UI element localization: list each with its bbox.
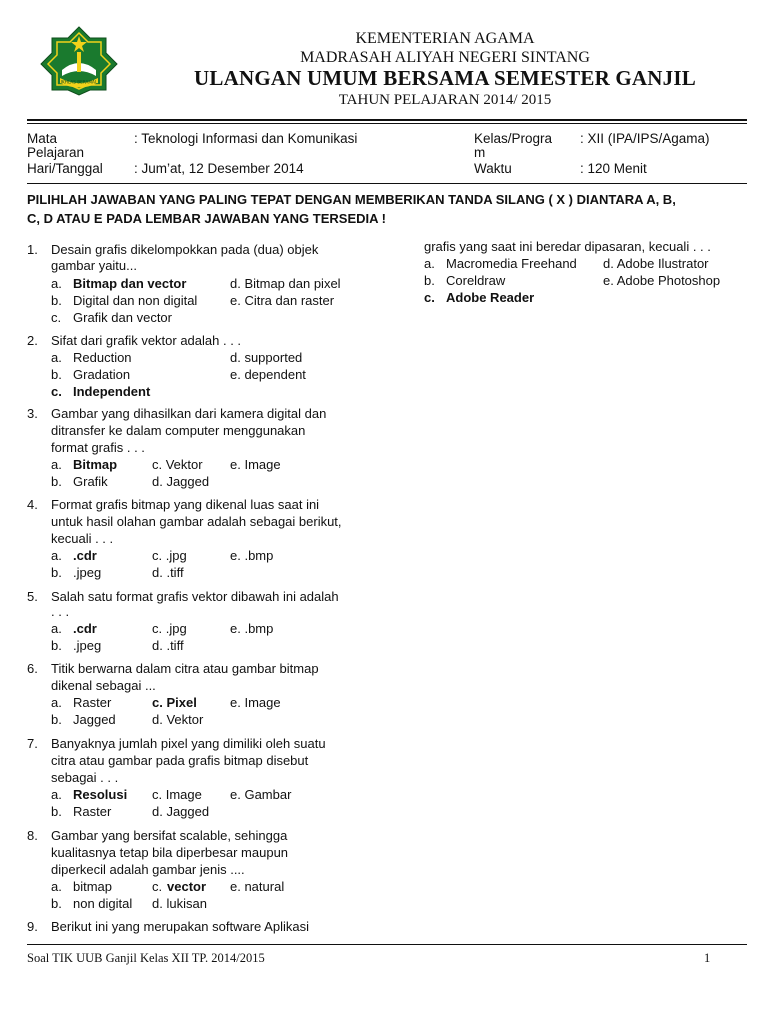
class-value: : XII (IPA/IPS/Agama) bbox=[580, 131, 710, 146]
instruction-line-2: C, D ATAU E PADA LEMBAR JAWABAN YANG TERSEDIA ! bbox=[27, 211, 386, 226]
question-4-text: Format grafis bitmap yang dikenal luas saat ini bbox=[51, 497, 320, 512]
question-number: 3. bbox=[27, 406, 38, 421]
option-label: a. bbox=[424, 256, 435, 271]
option-c: c. .jpg bbox=[152, 621, 187, 636]
header-divider-thick bbox=[27, 119, 747, 121]
question-6-text: dikenal sebagai ... bbox=[51, 678, 156, 693]
option-b: Raster bbox=[73, 804, 112, 819]
subject-label-1: Mata bbox=[27, 131, 58, 146]
option-label: c. bbox=[152, 879, 163, 894]
option-e: e. natural bbox=[230, 879, 285, 894]
question-3-text: Gambar yang dihasilkan dari kamera digital dan bbox=[51, 406, 327, 421]
question-8-text: Gambar yang bersifat scalable, sehingga bbox=[51, 828, 288, 843]
question-8-text: diperkecil adalah gambar jenis .... bbox=[51, 862, 245, 877]
question-9-text: Berikut ini yang merupakan software Aplikasi bbox=[51, 919, 309, 934]
option-c: c. Pixel bbox=[152, 695, 197, 710]
question-7-text: citra atau gambar pada grafis bitmap disebut bbox=[51, 753, 309, 768]
question-3-text: format grafis . . . bbox=[51, 440, 145, 455]
question-3-text: ditransfer ke dalam computer menggunakan bbox=[51, 423, 306, 438]
question-6-text: Titik berwarna dalam citra atau gambar bitmap bbox=[51, 661, 319, 676]
option-d: d. Vektor bbox=[152, 712, 204, 727]
option-label: c. bbox=[51, 310, 62, 325]
option-label: a. bbox=[51, 548, 62, 563]
header-divider-thin bbox=[27, 123, 747, 124]
question-9-text-continued: grafis yang saat ini beredar dipasaran, kecuali . . . bbox=[424, 239, 711, 254]
option-b: Gradation bbox=[73, 367, 131, 382]
header-ministry: KEMENTERIAN AGAMA bbox=[355, 30, 535, 47]
question-number: 6. bbox=[27, 661, 38, 676]
time-value: : 120 Menit bbox=[580, 161, 647, 176]
question-8-text: kualitasnya tetap bila diperbesar maupun bbox=[51, 845, 289, 860]
option-a: Reduction bbox=[73, 350, 132, 365]
option-c: vector bbox=[167, 879, 207, 894]
instruction bbox=[27, 190, 747, 228]
option-a: .cdr bbox=[73, 621, 97, 636]
header-academic-year: TAHUN PELAJARAN 2014/ 2015 bbox=[338, 92, 552, 108]
option-label: b. bbox=[51, 638, 62, 653]
option-b: Digital dan non digital bbox=[73, 293, 198, 308]
question-7-text: sebagai . . . bbox=[51, 770, 119, 785]
question-number: 9. bbox=[27, 919, 38, 934]
option-e: e. .bmp bbox=[230, 548, 274, 563]
option-label: b. bbox=[51, 474, 62, 489]
option-d: d. Jagged bbox=[152, 474, 210, 489]
option-b: non digital bbox=[73, 896, 133, 911]
option-label: a. bbox=[51, 276, 62, 291]
option-c: c. .jpg bbox=[152, 548, 187, 563]
question-text: gambar yaitu... bbox=[51, 258, 137, 273]
question-number: 4. bbox=[27, 497, 38, 512]
option-label: b. bbox=[51, 293, 62, 308]
question-number: 1. bbox=[27, 242, 38, 257]
option-label: b. bbox=[51, 712, 62, 727]
option-b: Coreldraw bbox=[446, 273, 506, 288]
option-c: Grafik dan vector bbox=[73, 310, 172, 325]
question-5-text: . . . bbox=[51, 604, 70, 619]
option-a: Macromedia Freehand bbox=[446, 256, 577, 271]
option-label: c. bbox=[424, 290, 435, 305]
option-a: Resolusi bbox=[73, 787, 128, 802]
class-label-2: m bbox=[474, 145, 486, 160]
instruction-line-1: PILIHLAH JAWABAN YANG PALING TEPAT DENGAN MEMBERIKAN TANDA SILANG ( X ) DIANTARA A, B, bbox=[27, 192, 676, 207]
option-c: c. Image bbox=[152, 787, 202, 802]
option-label: b. bbox=[51, 367, 62, 382]
footer-text: Soal TIK UUB Ganjil Kelas XII TP. 2014/2015 bbox=[27, 951, 265, 965]
subject-value: : Teknologi Informasi dan Komunikasi bbox=[134, 131, 358, 146]
option-d: d. Jagged bbox=[152, 804, 210, 819]
option-a: bitmap bbox=[73, 879, 113, 894]
question-7-text: Banyaknya jumlah pixel yang dimiliki oleh suatu bbox=[51, 736, 326, 751]
header-exam-title: ULANGAN UMUM BERSAMA SEMESTER GANJIL bbox=[194, 66, 696, 90]
option-d: d. .tiff bbox=[152, 638, 184, 653]
subject-label-2: Pelajaran bbox=[27, 145, 85, 160]
question-number: 5. bbox=[27, 589, 38, 604]
question-number: 7. bbox=[27, 736, 38, 751]
option-d: d. lukisan bbox=[152, 896, 207, 911]
question-number: 8. bbox=[27, 828, 38, 843]
option-c: c. Vektor bbox=[152, 457, 203, 472]
ministry-logo bbox=[40, 26, 118, 96]
option-b: Grafik bbox=[73, 474, 108, 489]
option-e: e. Citra dan raster bbox=[230, 293, 335, 308]
date-value: : Jum’at, 12 Desember 2014 bbox=[134, 161, 304, 176]
option-a: Raster bbox=[73, 695, 112, 710]
footer-divider bbox=[27, 944, 747, 945]
option-e: e. Image bbox=[230, 695, 281, 710]
option-label: b. bbox=[51, 565, 62, 580]
question-4-text: untuk hasil olahan gambar adalah sebagai berikut, bbox=[51, 514, 342, 529]
question-number: 2. bbox=[27, 333, 38, 348]
option-label: a. bbox=[51, 350, 62, 365]
option-e: e. Adobe Photoshop bbox=[603, 273, 721, 288]
option-a: Bitmap bbox=[73, 457, 118, 472]
option-a: Bitmap dan vector bbox=[73, 276, 187, 291]
option-d: d. Bitmap dan pixel bbox=[230, 276, 341, 291]
option-b: .jpeg bbox=[73, 638, 102, 653]
option-label: b. bbox=[51, 896, 62, 911]
option-c: Adobe Reader bbox=[446, 290, 535, 305]
option-label: a. bbox=[51, 621, 62, 636]
page-number: 1 bbox=[704, 951, 711, 965]
header-school: MADRASAH ALIYAH NEGERI SINTANG bbox=[300, 49, 590, 66]
option-e: e. Image bbox=[230, 457, 281, 472]
option-e: e. Gambar bbox=[230, 787, 292, 802]
option-b: Jagged bbox=[73, 712, 116, 727]
option-label: b. bbox=[51, 804, 62, 819]
time-label: Waktu bbox=[474, 161, 512, 176]
question-4-text: kecuali . . . bbox=[51, 531, 114, 546]
option-d: d. .tiff bbox=[152, 565, 184, 580]
option-label: b. bbox=[424, 273, 435, 288]
option-d: d. supported bbox=[230, 350, 303, 365]
class-label-1: Kelas/Progra bbox=[474, 131, 553, 146]
option-label: a. bbox=[51, 457, 62, 472]
option-d: d. Adobe Ilustrator bbox=[603, 256, 709, 271]
option-e: e. dependent bbox=[230, 367, 306, 382]
option-e: e. .bmp bbox=[230, 621, 274, 636]
option-c: Independent bbox=[73, 384, 151, 399]
option-a: .cdr bbox=[73, 548, 97, 563]
option-label: c. bbox=[51, 384, 62, 399]
option-label: a. bbox=[51, 787, 62, 802]
question-text: Desain grafis dikelompokkan pada (dua) objek bbox=[51, 242, 319, 257]
option-b: .jpeg bbox=[73, 565, 102, 580]
option-label: a. bbox=[51, 695, 62, 710]
date-label: Hari/Tanggal bbox=[27, 161, 103, 176]
question-2-text: Sifat dari grafik vektor adalah . . . bbox=[51, 333, 242, 348]
logo-motto: IKHLAS BERAMAL bbox=[60, 79, 98, 85]
info-divider bbox=[27, 183, 747, 184]
question-5-text: Salah satu format grafis vektor dibawah ini adalah bbox=[51, 589, 339, 604]
option-label: a. bbox=[51, 879, 62, 894]
